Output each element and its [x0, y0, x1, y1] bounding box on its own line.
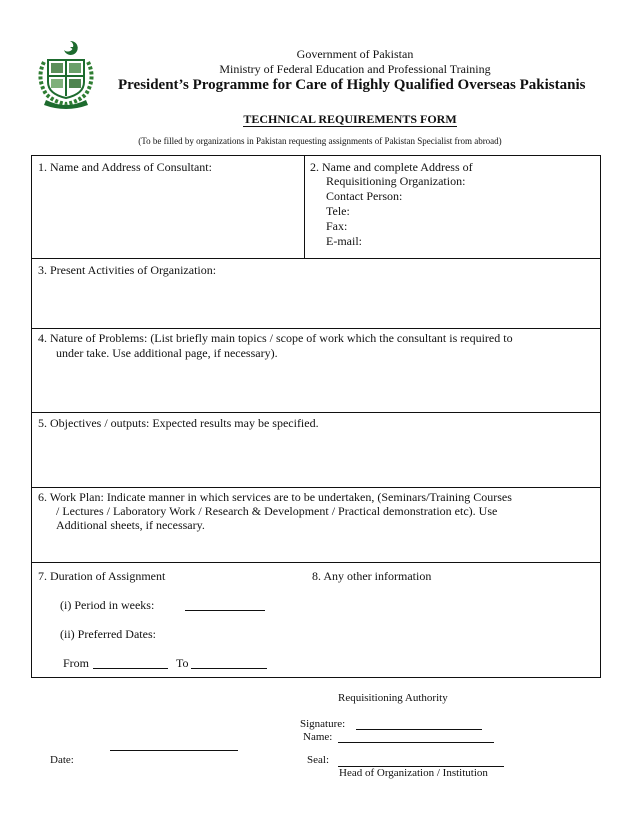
date-field[interactable]	[110, 750, 238, 751]
period-in-weeks-field[interactable]	[185, 610, 265, 611]
signature-field[interactable]	[356, 729, 482, 730]
row-divider	[304, 156, 305, 259]
section-2-fax: Fax:	[326, 219, 348, 233]
section-4-line1[interactable]: 4. Nature of Problems: (List briefly main topics / scope of work which the consultant is required to	[38, 331, 513, 345]
period-in-weeks-label: (i) Period in weeks:	[60, 598, 155, 612]
to-label: To	[176, 656, 189, 670]
section-2-email: E-mail:	[326, 234, 362, 248]
row-section-5	[32, 413, 600, 488]
from-label: From	[63, 656, 90, 670]
signature-label: Signature:	[300, 718, 346, 730]
row-section-6	[32, 488, 600, 563]
section-4-line2: under take. Use additional page, if necessary).	[56, 346, 278, 360]
row-sections-1-2	[32, 156, 600, 259]
from-date-field[interactable]	[93, 668, 168, 669]
section-6-line2: / Lectures / Laboratory Work / Research & Development / Practical demonstration etc). Use	[56, 504, 498, 518]
name-field[interactable]	[338, 742, 494, 743]
pakistan-emblem-logo	[34, 40, 98, 110]
section-8-other-info[interactable]: 8. Any other information	[312, 569, 432, 583]
row-section-4	[32, 329, 600, 413]
row-sections-7-8	[32, 563, 600, 677]
preferred-dates-label: (ii) Preferred Dates:	[60, 627, 156, 641]
section-2-requisitioning-org: Requisitioning Organization:	[326, 174, 466, 188]
header-programme: President’s Programme for Care of Highly Qualified Overseas Pakistanis	[118, 77, 586, 93]
requisitioning-authority: Requisitioning Authority	[338, 692, 448, 704]
form-instruction: (To be filled by organizations in Pakistan requesting assignments of Pakistan Specialist from abroad)	[138, 136, 502, 146]
date-label: Date:	[50, 754, 74, 766]
head-of-organization: Head of Organization / Institution	[339, 767, 488, 779]
section-2-contact-person: Contact Person:	[326, 189, 403, 203]
requirements-form-table	[31, 155, 601, 678]
section-1-consultant[interactable]: 1. Name and Address of Consultant:	[38, 160, 212, 174]
section-5-objectives[interactable]: 5. Objectives / outputs: Expected results may be specified.	[38, 416, 319, 430]
section-2-title[interactable]: 2. Name and complete Address of	[310, 160, 473, 174]
section-3-activities[interactable]: 3. Present Activities of Organization:	[38, 263, 217, 277]
row-section-3	[32, 259, 600, 329]
name-label: Name:	[303, 731, 333, 743]
seal-label: Seal:	[307, 754, 329, 766]
header-government: Government of Pakistan	[296, 47, 414, 61]
form-title-text: TECHNICAL REQUIREMENTS FORM	[243, 112, 457, 126]
to-date-field[interactable]	[191, 668, 267, 669]
section-6-line3: Additional sheets, if necessary.	[56, 518, 205, 532]
header-ministry: Ministry of Federal Education and Professional Training	[219, 62, 491, 76]
section-6-line1[interactable]: 6. Work Plan: Indicate manner in which services are to be undertaken, (Seminars/Training Courses	[38, 490, 512, 504]
form-title	[200, 110, 500, 128]
section-2-tele: Tele:	[326, 204, 350, 218]
section-7-duration: 7. Duration of Assignment	[38, 569, 166, 583]
